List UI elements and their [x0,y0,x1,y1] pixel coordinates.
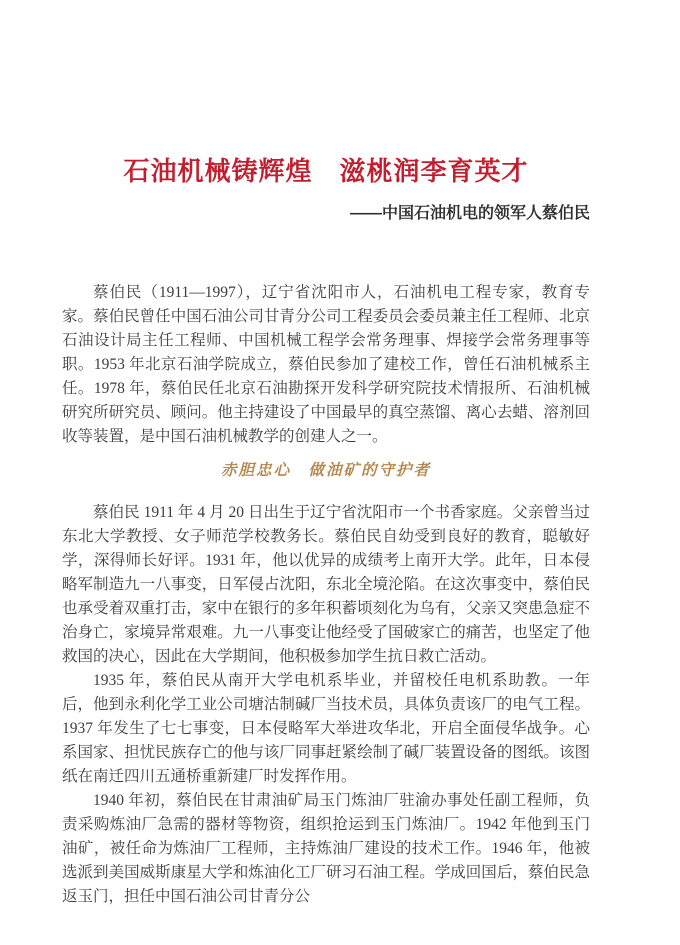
article-subtitle: ——中国石油机电的领军人蔡伯民 [349,205,590,222]
body-paragraph: 1940 年初，蔡伯民在甘肃油矿局玉门炼油厂驻渝办事处任副工程师，负责采购炼油厂急需的器材等物资，组织抢运到玉门炼油厂。1942 年他到玉门油矿，被任命为炼油厂工程师，主持炼油厂建设的技术工作。1946 年，他被选派到美国威斯康星大学和炼油化工厂研习石油工程。学成回国后，蔡伯民急返玉门，担任中国石油公司甘青分公 [62,792,590,905]
section-heading: 赤胆忠心 做油矿的守护者 [220,462,431,479]
article-title: 石油机械铸辉煌 滋桃润李育英才 [123,157,529,186]
article-body [62,281,590,909]
body-paragraph: 蔡伯民 1911 年 4 月 20 日出生于辽宁省沈阳市一个书香家庭。父亲曾当过东北大学教授、女子师范学校教务长。蔡伯民自幼受到良好的教育，聪敏好学，深得师长好评。1931 年，他以优异的成绩考上南开大学。此年，日本侵略军制造九一八事变，日军侵占沈阳，东北全境沦陷。在这次事变中，蔡伯民也承受着双重打击，家中在银行的多年积蓄顷刻化为乌有，父亲又突患急症不治身亡，家境异常艰难。九一八事变让他经受了国破家亡的痛苦，也坚定了他救国的决心，因此在大学期间，他积极参加学生抗日救亡活动。 [62,504,590,665]
body-paragraph: 1935 年，蔡伯民从南开大学电机系毕业，并留校任电机系助教。一年后，他到永利化学工业公司塘沽制碱厂当技术员，具体负责该厂的电气工程。1937 年发生了七七事变，日本侵略军大举进攻华北，开启全面侵华战争。心系国家、担忧民族存亡的他与该厂同事赶紧绘制了碱厂装置设备的图纸。该图纸在南迁四川五通桥重新建厂时发挥作用。 [62,672,590,785]
intro-paragraph: 蔡伯民（1911—1997），辽宁省沈阳市人，石油机电工程专家，教育专家。蔡伯民曾任中国石油公司甘青分公司工程委员会委员兼主任工程师、北京石油设计局主任工程师、中国机械工程学会常务理事、焊接学会常务理事等职。1953 年北京石油学院成立，蔡伯民参加了建校工作，曾任石油机械系主任。1978 年，蔡伯民任北京石油勘探开发科学研究院技术情报所、石油机械研究所研究员、顾问。他主持建设了中国最早的真空蒸馏、离心去蜡、溶剂回收等装置，是中国石油机械教学的创建人之一。 [62,284,590,445]
